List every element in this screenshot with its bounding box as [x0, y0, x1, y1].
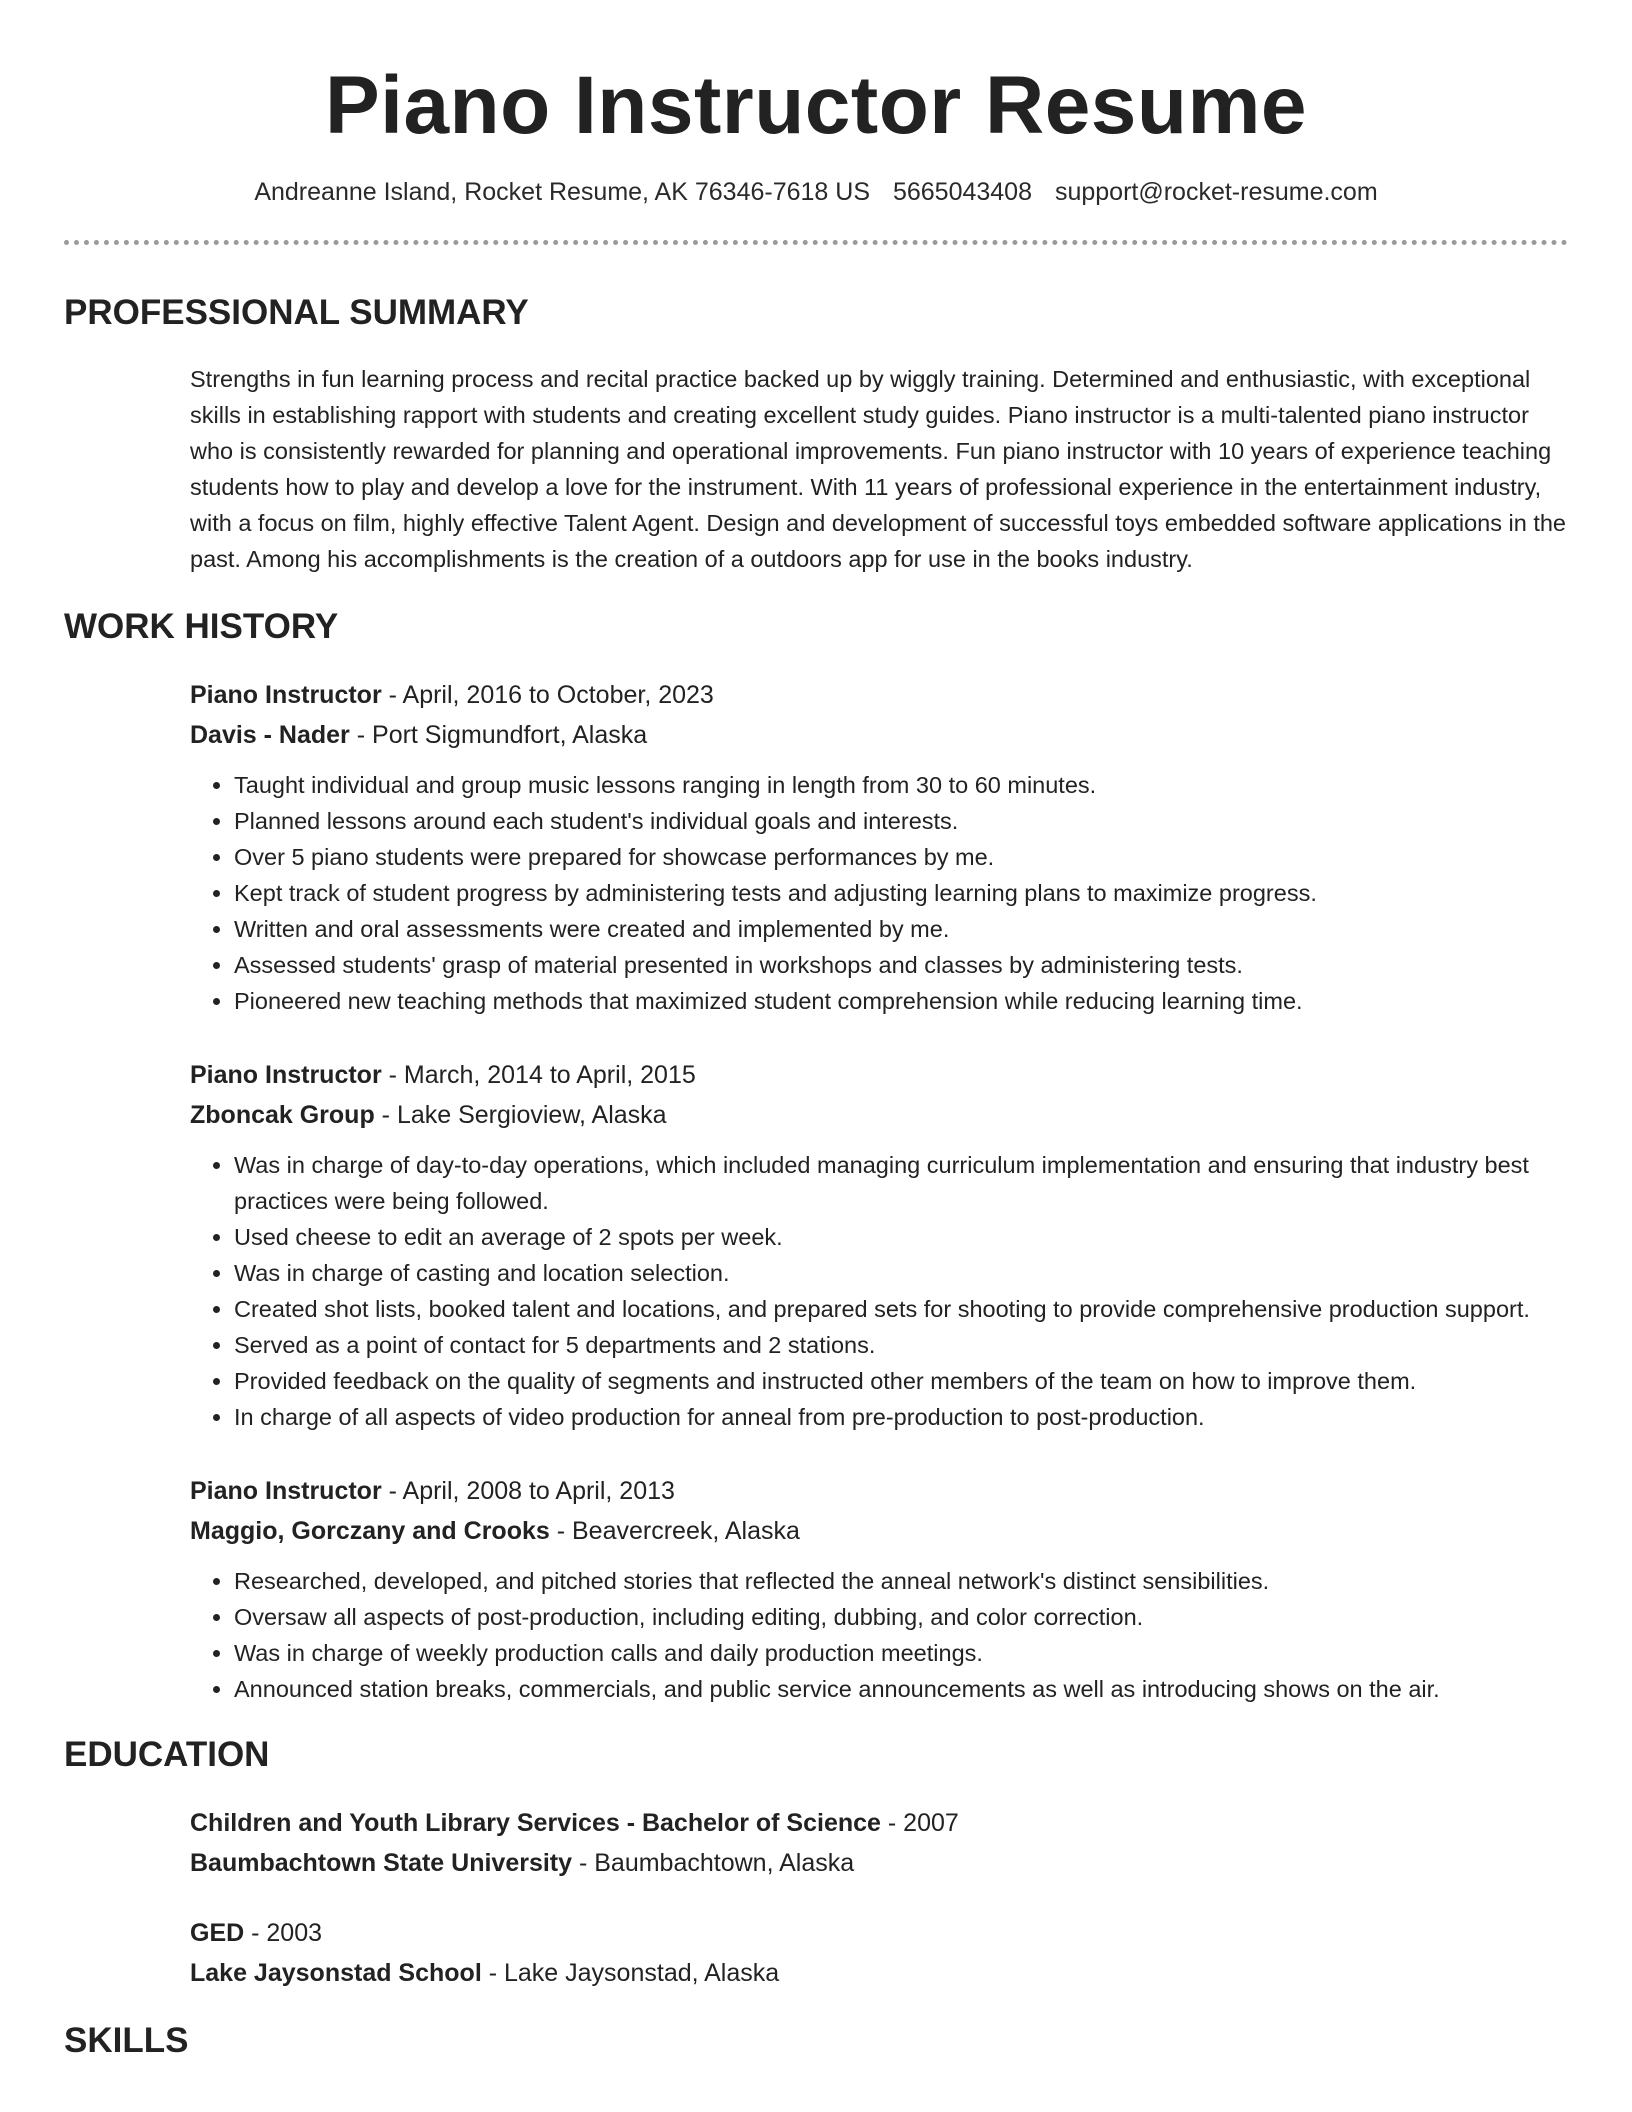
job-title-line [190, 1055, 1568, 1095]
job-bullet: • Oversaw all aspects of post-production, including editing, dubbing, and color correction. [234, 1599, 1568, 1635]
education-heading: EDUCATION [64, 1735, 270, 1774]
job-dates: - April, 2016 to October, 2023 [381, 681, 714, 709]
job-title: Piano Instructor [190, 681, 382, 709]
job-bullet: • Planned lessons around each student's individual goals and interests. [234, 803, 1568, 839]
job-company-line [190, 1095, 1568, 1135]
header-divider [64, 240, 1568, 245]
contact-phone: 5665043408 [892, 178, 1032, 206]
job-bullet: • Kept track of student progress by administering tests and adjusting learning plans to maximize progress. [234, 875, 1568, 911]
contact-email[interactable]: support@rocket-resume.com [1054, 178, 1378, 206]
summary-text: Strengths in fun learning process and recital practice backed up by wiggly training. Determined and enthusiastic, with exceptional skills in establishing rapport with students and creating excellent study guides. Piano instructor is a multi-talented piano instructor who is consistently rewarded for planning and operational improvements. Fun piano instructor with 10 years of experience teaching students how to play and develop a love for the instrument. With 11 years of professional experience in the entertainment industry, with a focus on film, highly effective Talent Agent. Design and development of successful toys embedded software applications in the past. Among his accomplishments is the creation of a outdoors app for use in the books industry. [190, 366, 1566, 572]
job-company: Maggio, Gorczany and Crooks [190, 1517, 550, 1545]
job-bullet: • Written and oral assessments were created and implemented by me. [234, 911, 1568, 947]
education-degree: GED [190, 1919, 245, 1947]
education-entry [190, 1913, 1568, 1993]
resume-page [64, 0, 1568, 2063]
job-bullet: • In charge of all aspects of video production for anneal from pre-production to post-production. [234, 1399, 1568, 1435]
job-bullet: • Was in charge of casting and location selection. [234, 1255, 1568, 1291]
job-company-line [190, 715, 1568, 755]
education-school-line [190, 1843, 1568, 1883]
job-bullet: • Provided feedback on the quality of segments and instructed other members of the team on how to improve them. [234, 1363, 1568, 1399]
job-bullet: • Pioneered new teaching methods that maximized student comprehension while reducing learning time. [234, 983, 1568, 1019]
contact-line [64, 176, 1568, 208]
education-school: Baumbachtown State University [190, 1849, 573, 1877]
job-bullet: • Was in charge of weekly production calls and daily production meetings. [234, 1635, 1568, 1671]
job-bullet: • Was in charge of day-to-day operations, which included managing curriculum implementation and ensuring that industry best practices were being followed. [234, 1147, 1568, 1219]
education-year: - 2003 [244, 1919, 323, 1947]
job-bullets [190, 1147, 1568, 1435]
job-bullet: • Over 5 piano students were prepared for showcase performances by me. [234, 839, 1568, 875]
job-company: Davis - Nader [190, 721, 350, 749]
job-bullet: • Served as a point of contact for 5 departments and 2 stations. [234, 1327, 1568, 1363]
job-company: Zboncak Group [190, 1101, 375, 1129]
education-school: Lake Jaysonstad School [190, 1959, 482, 1987]
job-location: - Beavercreek, Alaska [549, 1517, 800, 1545]
education-year: - 2007 [880, 1809, 959, 1837]
education-degree-line [190, 1803, 1568, 1843]
education-degree: Children and Youth Library Services - Bachelor of Science [190, 1809, 881, 1837]
job-entry [190, 675, 1568, 1019]
job-title-line [190, 675, 1568, 715]
education-school-line [190, 1953, 1568, 1993]
education-entry [190, 1803, 1568, 1883]
job-title: Piano Instructor [190, 1477, 382, 1505]
job-dates: - April, 2008 to April, 2013 [381, 1477, 675, 1505]
job-bullet: • Assessed students' grasp of material presented in workshops and classes by administering tests. [234, 947, 1568, 983]
work-history-heading: WORK HISTORY [64, 607, 339, 646]
education-degree-line [190, 1913, 1568, 1953]
education-location: - Baumbachtown, Alaska [572, 1849, 855, 1877]
resume-title: Piano Instructor Resume [324, 60, 1308, 151]
job-bullets [190, 1563, 1568, 1707]
contact-address: Andreanne Island, Rocket Resume, AK 76346-7618 US [254, 178, 870, 206]
job-location: - Lake Sergioview, Alaska [374, 1101, 667, 1129]
job-bullet: • Taught individual and group music lessons ranging in length from 30 to 60 minutes. [234, 767, 1568, 803]
summary-heading: PROFESSIONAL SUMMARY [64, 293, 529, 332]
job-entry [190, 1471, 1568, 1707]
job-bullets [190, 767, 1568, 1019]
job-bullet: • Used cheese to edit an average of 2 spots per week. [234, 1219, 1568, 1255]
education-location: - Lake Jaysonstad, Alaska [481, 1959, 780, 1987]
job-company-line [190, 1511, 1568, 1551]
job-entry [190, 1055, 1568, 1435]
job-bullet: • Created shot lists, booked talent and locations, and prepared sets for shooting to provide comprehensive production support. [234, 1291, 1568, 1327]
job-title: Piano Instructor [190, 1061, 382, 1089]
job-bullet: • Announced station breaks, commercials, and public service announcements as well as introducing shows on the air. [234, 1671, 1568, 1707]
job-title-line [190, 1471, 1568, 1511]
skills-heading: SKILLS [64, 2021, 189, 2060]
job-dates: - March, 2014 to April, 2015 [381, 1061, 696, 1089]
job-bullet: • Researched, developed, and pitched stories that reflected the anneal network's distinct sensibilities. [234, 1563, 1568, 1599]
job-location: - Port Sigmundfort, Alaska [349, 721, 648, 749]
